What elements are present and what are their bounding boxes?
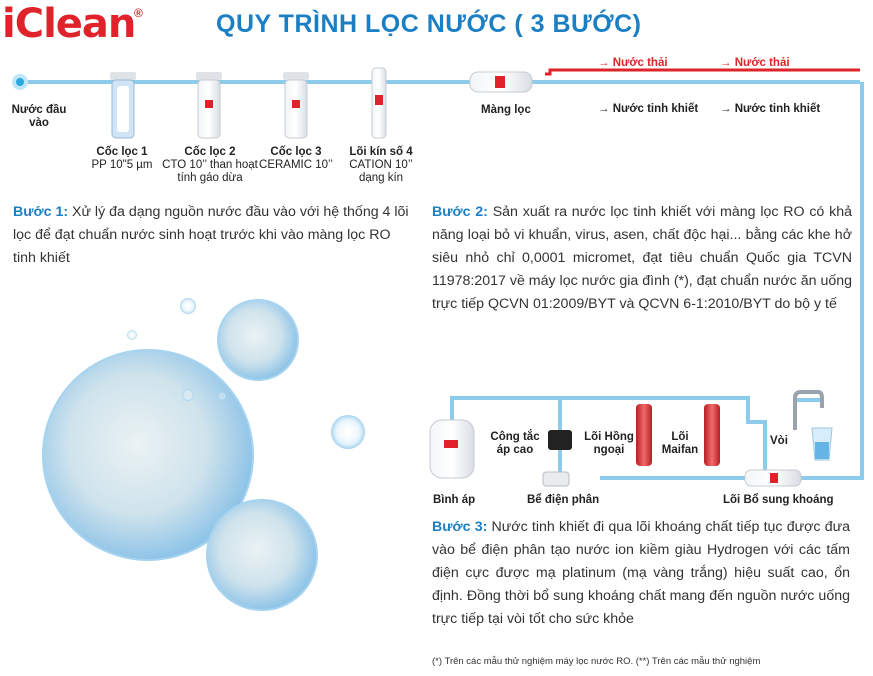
waste-label-2: → Nước thải: [720, 57, 790, 69]
filter-3-name: Cốc lọc 3: [270, 146, 322, 158]
pressure-switch: [548, 430, 572, 450]
core-4-label: [338, 146, 424, 185]
filter-cup-1: [110, 72, 136, 138]
electrolysis-cell: [543, 472, 569, 486]
tank-label: Bình áp: [433, 494, 476, 506]
membrane-label: Màng lọc: [481, 104, 531, 116]
decor-bubbles: [43, 298, 365, 610]
electrolysis-label: Bể điện phân: [527, 494, 600, 506]
maifan-label: Lõi Maifan: [661, 431, 699, 456]
step-2-heading: Bước 2:: [432, 204, 488, 220]
step-3-text: [432, 516, 850, 631]
registered-mark: ®: [134, 6, 143, 20]
step-3-body: Nước tinh khiết đi qua lõi khoáng chất tiếp tục được đưa vào bể điện phân tạo nước ion kiềm giàu Hydrogen với các tấm điện cực được mạ platinum (mạ vàng trắng) hiệu suất cao, ổn định. Đồng thời bổ sung khoáng chất mang đến nguồn nước uống trực tiếp tại vòi tốt cho sức khỏe: [432, 519, 850, 627]
step-2-body: Sản xuất ra nước lọc tinh khiết với màng lọc RO có khả năng loại bỏ vi khuẩn, virus, asen, chất độc hại... bằng các khe hở siêu nhỏ chỉ 0,0001 micromet, đạt tiêu chuẩn Quốc gia TCVN 11978:2017 về máy lọc nước gia đình (*), đạt chuẩn nước ăn uống trực tiếp QCVN 01:2009/BYT và QCVN 6-1:2010/BYT do bộ y tế: [432, 204, 852, 312]
infrared-label: Lõi Hồng ngoại: [584, 431, 634, 456]
step-1-text: [13, 201, 413, 270]
pressure-switch-label: Công tắc áp cao: [490, 431, 540, 456]
filter-2-name: Cốc lọc 2: [184, 146, 236, 158]
filter-1-name: Cốc lọc 1: [96, 146, 148, 158]
filter-1-label: [82, 146, 162, 172]
pure-label-2: → Nước tinh khiết: [720, 103, 821, 115]
faucet-label: Vòi: [770, 435, 788, 447]
filter-cup-3: [283, 72, 309, 138]
pure-label-1: → Nước tinh khiết: [598, 103, 699, 115]
sealed-core-4: [372, 68, 386, 138]
footnote: (*) Trên các mẫu thử nghiệm máy lọc nước RO. (**) Trên các mẫu thử nghiệm: [432, 656, 761, 667]
filter-3-label: [254, 146, 338, 172]
waste-label-1: → Nước thải: [598, 57, 668, 69]
filter-cup-2: [196, 72, 222, 138]
mineral-label: Lõi Bổ sung khoáng: [723, 494, 834, 506]
step-3-heading: Bước 3:: [432, 519, 488, 535]
page-title: QUY TRÌNH LỌC NƯỚC ( 3 BƯỚC): [216, 10, 642, 38]
core-4-desc: CATION 10’’ dạng kín: [349, 159, 413, 184]
filter-1-desc: PP 10"5 µm: [91, 159, 153, 171]
step-2-text: [432, 201, 852, 316]
faucet-icon: [795, 392, 832, 460]
maifan-core: [704, 404, 720, 466]
main-pipe: [14, 70, 860, 88]
inlet-label: Nước đầu vào: [11, 104, 67, 129]
filter-3-desc: CERAMIC 10’’: [259, 159, 333, 171]
step-1-body: Xử lý đa dạng nguồn nước đầu vào với hệ thống 4 lõi lọc để đạt chuẩn nước sinh hoạt trước khi vào màng lọc RO tinh khiết: [13, 204, 409, 266]
core-4-name: Lõi kín số 4: [349, 146, 413, 158]
step-1-heading: Bước 1:: [13, 204, 69, 220]
filter-2-label: [162, 146, 258, 185]
pressure-tank: [430, 420, 474, 478]
brand-logo: iClean: [2, 1, 136, 47]
filter-2-desc: CTO 10’’ than hoạt tính gáo dừa: [162, 159, 258, 184]
mineral-core: [745, 470, 801, 486]
ro-membrane-housing: [470, 72, 532, 92]
